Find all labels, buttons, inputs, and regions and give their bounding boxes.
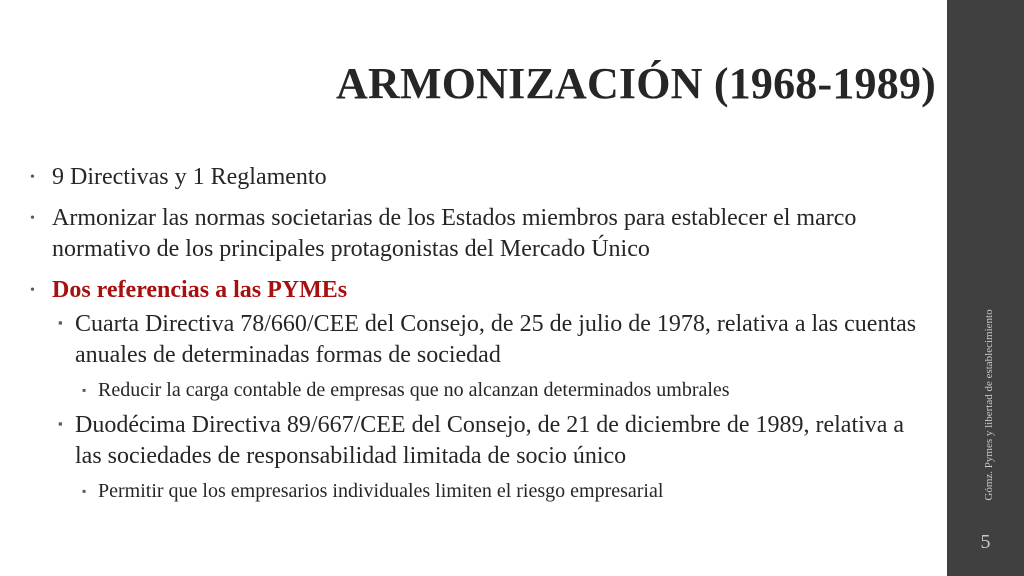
bullet-text-highlight: Dos referencias a las PYMEs: [52, 277, 348, 303]
bullet-icon: •: [30, 170, 35, 185]
square-bullet-icon: ▪: [58, 315, 63, 330]
bullet-item: [30, 275, 920, 306]
detail-bullet-text: Reducir la carga contable de empresas que no alcanzan determinados umbrales: [98, 379, 730, 401]
slide-content: [30, 162, 920, 505]
sub-bullet-text: Duodécima Directiva 89/667/CEE del Consejo, de 21 de diciembre de 1989, relativa a las sociedades de responsabilidad limitada de socio único: [75, 412, 905, 469]
detail-bullet-item: [30, 478, 920, 505]
footer-text: Gómz. Pymes y libertad de establecimiento: [983, 309, 995, 501]
slide-title: ARMONIZACIÓN (1968-1989): [336, 59, 936, 108]
bullet-icon: •: [30, 211, 35, 226]
square-bullet-icon: ▪: [82, 383, 87, 397]
page-number: 5: [980, 531, 991, 553]
square-bullet-icon: ▪: [58, 416, 63, 431]
square-bullet-icon: ▪: [82, 484, 87, 498]
bullet-icon: •: [30, 283, 35, 298]
sub-bullet-item: [30, 309, 920, 371]
sub-bullet-item: [30, 410, 920, 472]
bullet-text: Armonizar las normas societarias de los Estados miembros para establecer el marco normativo de los principales protagonistas del Mercado Único: [52, 205, 857, 262]
bullet-item: [30, 203, 920, 265]
detail-bullet-text: Permitir que los empresarios individuales limiten el riesgo empresarial: [98, 480, 664, 502]
detail-bullet-item: [30, 377, 920, 404]
bullet-item: [30, 162, 920, 193]
bullet-text: 9 Directivas y 1 Reglamento: [52, 164, 327, 190]
sub-bullet-text: Cuarta Directiva 78/660/CEE del Consejo, de 25 de julio de 1978, relativa a las cuentas anuales de determinadas formas de sociedad: [75, 311, 917, 368]
